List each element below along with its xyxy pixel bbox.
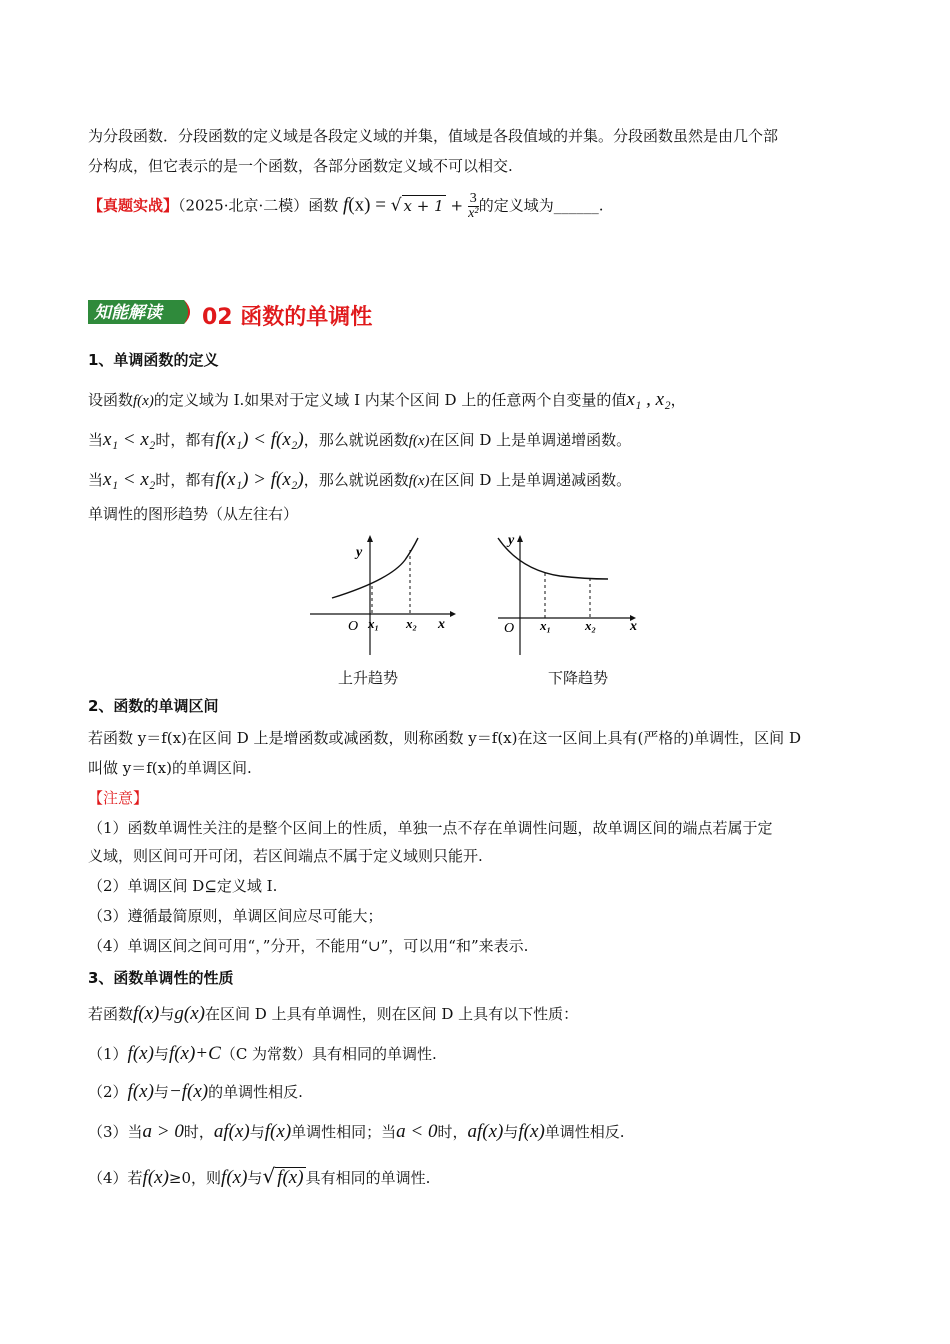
s3-p3-d: 单调性相反. [544,1123,625,1141]
left-x2-label: x₂ [406,616,418,631]
s1-def-vars: x₁ , x₂ [626,389,671,410]
exam-source: （2025·北京·二模）函数 [178,196,339,215]
s1-def-a: 设函数 [88,391,134,409]
right-x2-label: x₂ [585,618,597,633]
s3-p3-pos: a > 0 [142,1121,184,1142]
left-caption: 上升趋势 [338,669,399,687]
s3-p4-f2: f(x) [221,1167,248,1188]
s3-heading: 3、函数单调性的性质 [88,969,234,987]
s3-intro-g: g(x) [174,1003,205,1024]
s3-p4-tail: 具有相同的单调性. [305,1169,431,1187]
s3-intro-a: 若函数 [88,1005,134,1023]
decreasing-graph [490,530,650,660]
s1-inc-fx: f(x) [408,433,430,449]
s3-p2-f: f(x) [127,1081,154,1102]
s1-heading: 1、单调函数的定义 [88,351,219,369]
s3-p4-with: 与 [247,1169,263,1187]
section-title: 02 函数的单调性 [202,305,373,330]
s3-p4-num: （4）若 [88,1169,143,1187]
exam-question: 【真题实战】（2025·北京·二模）函数 f(x) = √ x + 1 + $\frac{3}{\text{x²}}$ 的定义域为______. [88,191,604,221]
left-x-arrow [450,611,456,617]
s3-prop-3 [88,1122,625,1142]
s1-dec-a: 当 [88,471,104,489]
s1-decreasing [88,470,631,491]
s3-intro [88,1004,578,1024]
exam-frac-num: 3 [469,191,477,206]
s1-dec-cond: x₁ < x₂ [103,469,156,490]
s3-p3-with2: 与 [503,1123,519,1141]
s3-prop-2 [88,1082,303,1102]
s3-intro-b: 与 [159,1005,175,1023]
left-y-arrow [367,535,373,542]
s3-p2-nf: −f(x) [168,1081,209,1102]
s3-intro-c: 在区间 D 上具有单调性，则在区间 D 上具有以下性质： [205,1005,579,1023]
right-curve [498,538,608,579]
exam-func-name: f [343,194,349,216]
s3-p2-with: 与 [153,1083,169,1101]
right-x1-label: x₁ [540,618,552,633]
s3-intro-f: f(x) [133,1003,160,1024]
s3-p4-a: ≥0，则 [168,1169,222,1187]
right-y-label: y [508,533,515,548]
s3-p3-num: （3）当 [88,1123,143,1141]
s1-inc-cond: x₁ < x₂ [103,429,156,450]
s3-p3-neg: a < 0 [396,1121,438,1142]
s2-heading: 2、函数的单调区间 [88,697,219,715]
right-origin: O [504,621,515,636]
s3-p3-af2: af(x) [467,1121,504,1142]
intro-line-1: 为分段函数．分段函数的定义域是各段定义域的并集，值域是各段值域的并集。分段函数虽然是由几个部 [88,127,779,145]
left-origin: O [348,619,359,634]
s3-p4-sqrt: f(x) [277,1167,304,1188]
s2-note-2: （2）单调区间 D⊆定义域 I. [88,877,278,895]
s2-note-1a: （1）函数单调性关注的是整个区间上的性质，单独一点不存在单调性问题，故单调区间的端点若属于定 [88,819,773,837]
s1-dec-ineq: f(x₁) > f(x₂) [215,469,304,490]
s3-p3-af1: af(x) [213,1121,250,1142]
s3-p3-f2: f(x) [518,1121,545,1142]
s1-increasing [88,430,631,451]
exam-tail: 的定义域为______. [478,196,604,215]
s1-trend: 单调性的图形趋势（从左往右） [88,505,299,523]
s3-p1-tail: （C 为常数）具有相同的单调性. [220,1045,437,1063]
s2-note-1b: 义域，则区间可开可闭，若区间端点不属于定义域则只能开. [88,847,483,865]
s3-p1-fc: f(x)+C [168,1043,221,1064]
section-badge-text: 知能解读 [94,303,162,323]
exam-plus: + [450,196,464,215]
s3-prop-1 [88,1044,437,1064]
s2-p2: 叫做 y＝f(x)的单调区间. [88,759,252,777]
s1-inc-c: ，那么就说函数 [303,431,409,449]
right-caption: 下降趋势 [548,669,609,687]
s3-p3-with1: 与 [249,1123,265,1141]
s1-dec-d: 在区间 D 上是单调递减函数。 [429,471,632,489]
s3-p1-f: f(x) [127,1043,154,1064]
exam-func-arg: (x) = [348,194,386,216]
exam-frac-den: x² [468,206,479,221]
left-x1-label: x₁ [368,616,380,631]
s3-p2-num: （2） [88,1083,128,1101]
left-curve [332,538,418,598]
s2-note-4: （4）单调区间之间可用“，”分开，不能用“∪”，可以用“和”来表示. [88,937,529,955]
s3-p2-tail: 的单调性相反. [208,1083,303,1101]
intro-line-2: 分构成，但它表示的是一个函数，各部分函数定义域不可以相交. [88,157,513,175]
s3-p4-f: f(x) [142,1167,169,1188]
s1-inc-d: 在区间 D 上是单调递增函数。 [429,431,632,449]
s3-prop-4: （4）若f(x)≥0，则f(x)与√ f(x) 具有相同的单调性. [88,1164,431,1188]
s1-inc-a: 当 [88,431,104,449]
exam-tag: 【真题实战】 [88,196,179,215]
s1-definition [88,390,686,411]
s3-p1-num: （1） [88,1045,128,1063]
left-x-label: x [438,617,445,632]
s3-p3-a: 时， [183,1123,214,1141]
s1-def-fx: f(x) [133,393,154,409]
exam-fraction [468,192,479,221]
s2-p1: 若函数 y＝f(x)在区间 D 上是增函数或减函数，则称函数 y＝f(x)在这一区间上具有(严格的)单调性，区间 D [88,729,801,747]
s1-dec-c: ，那么就说函数 [303,471,409,489]
exam-sqrt-body: x + 1 [403,196,444,215]
right-y-arrow [517,535,523,542]
left-y-label: y [356,545,363,560]
s2-note-3: （3）遵循最简原则，单调区间应尽可能大； [88,907,383,925]
s1-dec-b: 时，都有 [155,471,216,489]
s3-p3-f1: f(x) [264,1121,292,1142]
s3-p1-with: 与 [153,1045,169,1063]
s3-p3-c: 时， [437,1123,468,1141]
s3-p3-b: 单调性相同；当 [291,1123,397,1141]
section-badge [88,298,196,326]
s1-dec-fx: f(x) [408,473,430,489]
increasing-graph [300,530,460,660]
s1-inc-ineq: f(x₁) < f(x₂) [215,429,304,450]
s2-note-tag: 【注意】 [88,789,149,807]
s1-inc-b: 时，都有 [155,431,216,449]
s1-def-c: ， [670,391,686,409]
s1-def-b: 的定义域为 I.如果对于定义域 I 内某个区间 D 上的任意两个自变量的值 [153,391,627,409]
right-x-label: x [630,619,637,634]
